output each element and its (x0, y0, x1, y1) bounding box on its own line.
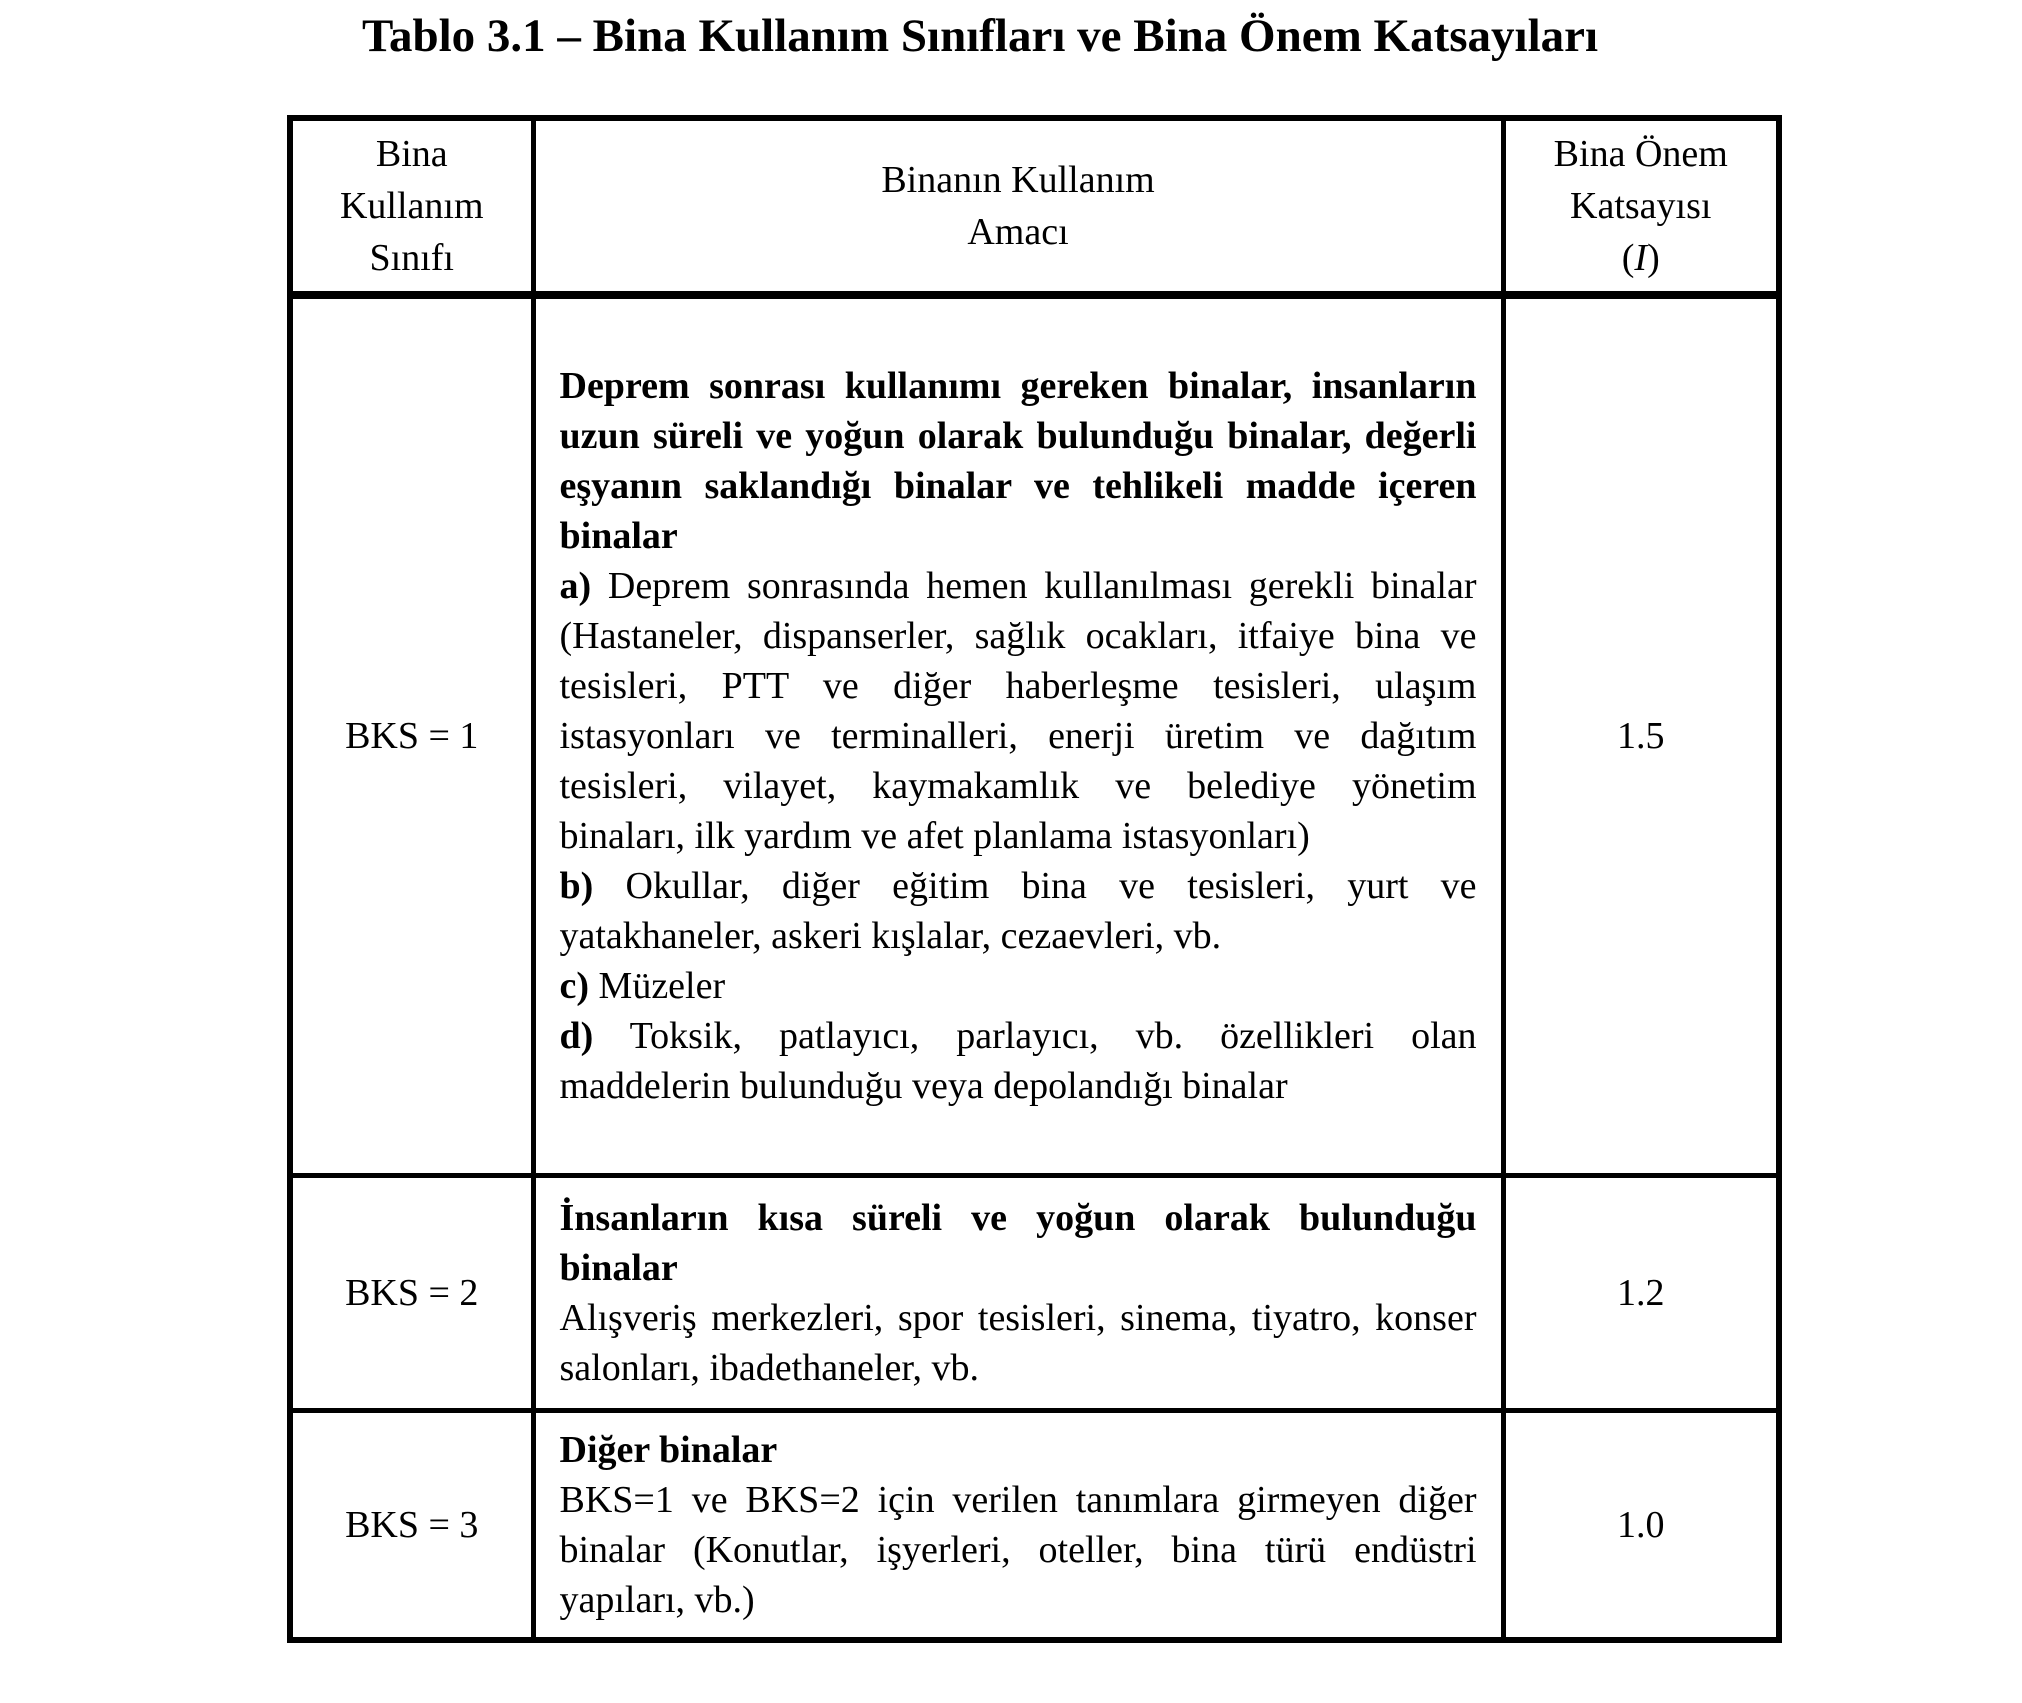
bks1-class-label: BKS = 1 (290, 295, 533, 1175)
table-row-bks3 (290, 1410, 1779, 1640)
bks1-importance-factor: 1.5 (1503, 295, 1779, 1175)
bks2-item (560, 1293, 1477, 1393)
importance-symbol-i: I (1634, 237, 1648, 279)
bks-table (287, 115, 1782, 1643)
bks1-item-a-text: Deprem sonrasında hemen kullanılması gerekli binalar (Hastaneler, dispanserler, sağlık ocakları, itfaiye bina ve tesisleri, PTT ve diğer haberleşme tesisleri, ulaşım istasyonları ve terminalleri, enerji üretim ve dağıtım tesisleri, vilayet, kaymakamlık ve belediye yönetim binaları, ilk yardım ve afet planlama istasyonları) (559, 564, 1477, 857)
bks1-item-b-label: b) (559, 864, 594, 907)
bks1-item-d (560, 1011, 1477, 1111)
header-col3-line1: Bina Önem (1553, 133, 1728, 175)
bks1-item-d-text: Toksik, patlayıcı, parlayıcı, vb. özellikleri olan maddelerin bulunduğu veya depolandığı binalar (559, 1014, 1477, 1107)
bks2-item-text: Alışveriş merkezleri, spor tesisleri, sinema, tiyatro, konser salonları, ibadethaneler, vb. (559, 1296, 1477, 1389)
header-col3-line2: Katsayısı (1570, 185, 1712, 227)
bks3-description (533, 1410, 1503, 1640)
header-col2-line1: Binanın Kullanım (881, 159, 1155, 201)
bks1-item-d-label: d) (559, 1014, 594, 1057)
bks1-item-b (560, 861, 1477, 961)
bks3-item-text: BKS=1 ve BKS=2 için verilen tanımlara girmeyen diğer binalar (Konutlar, işyerleri, oteller, bina türü endüstri yapıları, vb.) (559, 1478, 1477, 1621)
bks2-class-label: BKS = 2 (290, 1175, 533, 1410)
bks3-intro-bold: Diğer binalar (559, 1428, 778, 1471)
bks3-importance-factor: 1.0 (1503, 1410, 1779, 1640)
table-title: Tablo 3.1 – Bina Kullanım Sınıfları ve Bina Önem Katsayıları (361, 10, 1599, 62)
header-col1-line3: Sınıfı (369, 237, 454, 279)
bks1-description (533, 295, 1503, 1175)
header-col1-line2: Kullanım (339, 185, 484, 227)
paren-close: ) (1647, 237, 1660, 279)
bks1-item-a (560, 561, 1477, 861)
bks1-intro-bold: Deprem sonrası kullanımı gereken binalar, insanların uzun süreli ve yoğun olarak bulunduğu binalar, değerli eşyanın saklandığı binalar ve tehlikeli madde içeren binalar (559, 364, 1477, 557)
bks3-class-label: BKS = 3 (290, 1410, 533, 1640)
bks1-item-a-label: a) (559, 564, 592, 607)
bks2-intro-bold: İnsanların kısa süreli ve yoğun olarak bulunduğu binalar (559, 1196, 1477, 1289)
table-header-row (290, 118, 1779, 295)
table-row-bks2 (290, 1175, 1779, 1410)
header-col3-symbol (1512, 232, 1771, 284)
bks1-item-c-text: Müzeler (598, 964, 726, 1007)
bks1-item-c-label: c) (559, 964, 590, 1007)
header-bina-onem-katsayisi (1503, 118, 1779, 295)
bks2-description (533, 1175, 1503, 1410)
header-binanin-kullanim-amaci (533, 118, 1503, 295)
bks3-item (560, 1475, 1477, 1625)
header-col2-line2: Amacı (967, 211, 1069, 253)
bks2-importance-factor: 1.2 (1503, 1175, 1779, 1410)
header-col1-line1: Bina (375, 133, 448, 175)
header-bina-kullanim-sinifi (290, 118, 533, 295)
paren-open: ( (1621, 237, 1635, 279)
table-row-bks1 (290, 295, 1779, 1175)
bks1-item-c (560, 961, 1477, 1011)
bks1-item-b-text: Okullar, diğer eğitim bina ve tesisleri, yurt ve yatakhaneler, askeri kışlalar, cezaevleri, vb. (559, 864, 1477, 957)
